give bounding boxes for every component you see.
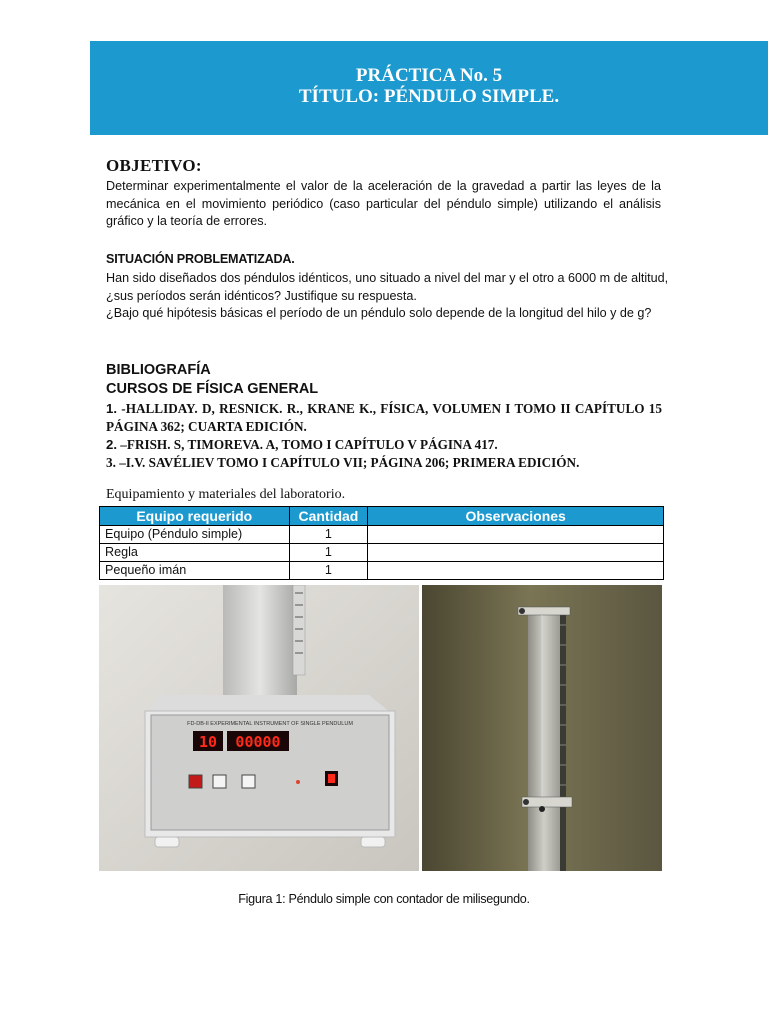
panel-label: FD-DB-II EXPERIMENTAL INSTRUMENT OF SINGLE PENDULUM <box>187 721 353 727</box>
table-row <box>100 526 664 544</box>
objective-text: Determinar experimentalmente el valor de la aceleración de la gravedad a partir las leyes de la mecánica en el movimiento periódico (caso particular del péndulo simple) utilizando el análisis gráfico y la teoría de errores. <box>106 179 661 228</box>
table-cell: 1 <box>289 562 368 580</box>
display-right: 00000 <box>235 733 281 751</box>
problem-heading: SITUACIÓN PROBLEMATIZADA. <box>106 252 295 266</box>
equipment-table <box>99 506 664 580</box>
problem-line: ¿sus períodos serán idénticos? Justifique su respuesta. <box>106 288 417 303</box>
reference-text: –FRISH. S, TIMOREVA. A, TOMO I CAPÍTULO V PÁGINA 417. <box>117 437 498 452</box>
problem-line: ¿Bajo qué hipótesis básicas el período de un péndulo solo depende de la longitud del hilo y de g? <box>106 306 652 320</box>
column-header: Equipo requerido <box>100 507 290 526</box>
table-cell: Equipo (Péndulo simple) <box>100 526 290 544</box>
table-cell <box>368 526 664 544</box>
practice-title: TÍTULO: PÉNDULO SIMPLE. <box>298 86 560 107</box>
table-cell <box>368 544 664 562</box>
table-cell: Pequeño imán <box>100 562 290 580</box>
problem-text <box>106 270 669 323</box>
reference-number: 2. <box>106 437 117 452</box>
reference-number: 3. <box>106 455 116 470</box>
reference-item <box>106 454 662 472</box>
counter-photo <box>99 585 419 871</box>
table-cell: Regla <box>100 544 290 562</box>
table-cell: 1 <box>289 544 368 562</box>
figure-caption: Figura 1: Péndulo simple con contador de milisegundo. <box>238 892 530 906</box>
reference-text: –I.V. SAVÉLIEV TOMO I CAPÍTULO VII; PÁGINA 206; PRIMERA EDICIÓN. <box>115 455 580 470</box>
problem-line: Han sido diseñados dos péndulos idénticos, uno situado a nivel del mar y el otro a 6000 m de altitud, <box>106 271 669 285</box>
reference-text: -HALLIDAY. D, RESNICK. R., KRANE K., FÍSICA, VOLUMEN I TOMO II CAPÍTULO 15 PÁGINA 362; CUARTA EDICIÓN. <box>106 401 662 434</box>
reference-item <box>106 436 662 454</box>
table-cell: 1 <box>289 526 368 544</box>
objective-heading: OBJETIVO: <box>106 156 202 175</box>
pendulum-photo <box>422 585 662 871</box>
table-cell <box>368 562 664 580</box>
column-header: Cantidad <box>289 507 368 526</box>
display-left: 10 <box>198 733 218 751</box>
column-header: Observaciones <box>368 507 664 526</box>
table-row <box>100 562 664 580</box>
reference-number: 1. <box>106 401 117 416</box>
title-banner <box>90 41 768 135</box>
table-row <box>100 544 664 562</box>
table-header-row <box>100 507 664 526</box>
practice-number: PRÁCTICA No. 5 <box>355 65 503 86</box>
bibliography-list <box>106 400 662 472</box>
bibliography-heading: BIBLIOGRAFÍA <box>106 362 211 378</box>
equipment-caption: Equipamiento y materiales del laboratorio. <box>106 487 346 502</box>
reference-item <box>106 400 662 436</box>
bibliography-subheading: CURSOS DE FÍSICA GENERAL <box>106 381 319 397</box>
